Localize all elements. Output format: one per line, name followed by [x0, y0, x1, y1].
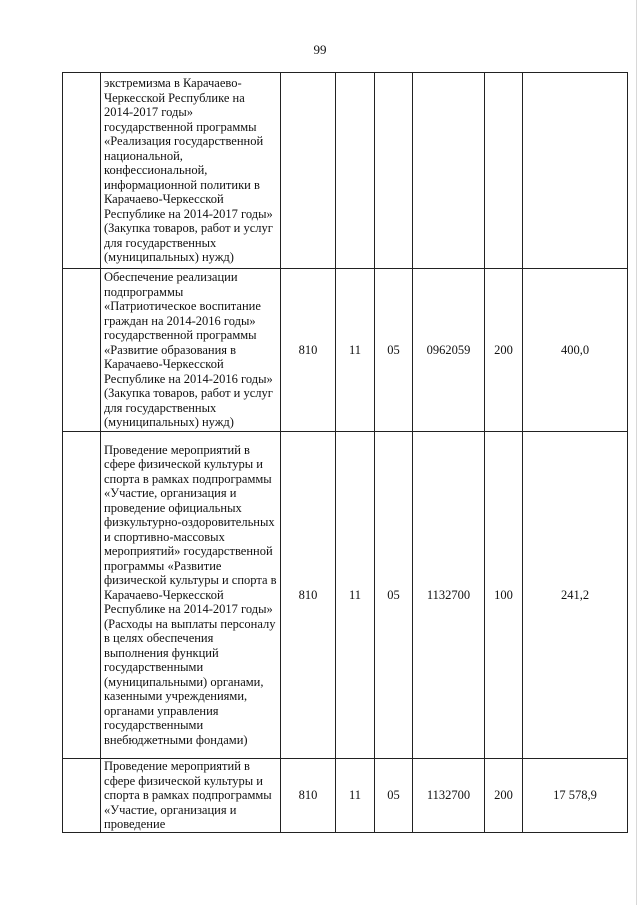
- ministry-cell: 810: [281, 432, 336, 759]
- expense-type-cell: 200: [485, 759, 523, 833]
- description-cell: Проведение мероприятий в сфере физической культуры и спорта в рамках подпрограммы «Участие, организация и проведение официальных физкультурно-оздоровительных и спортивно-массовых мероприятий» государственной программы «Развитие физической культуры и спорта в Карачаево-Черкесской Республике на 2014-2017 годы» (Расходы на выплаты персоналу в целях обеспечения выполнения функций государственными (муниципальными) органами, казенными учреждениями, органами управления государственными внебюджетными фондами): [101, 432, 281, 759]
- table-row: [63, 432, 628, 759]
- ministry-cell: 810: [281, 759, 336, 833]
- table-row: [63, 269, 628, 432]
- section-cell: [336, 73, 375, 269]
- description-cell: экстремизма в Карачаево-Черкесской Республике на 2014-2017 годы» государственной программы «Реализация государственной национальной, конфессиональной, информационной политики в Карачаево-Черкесской Республике на 2014-2017 годы» (Закупка товаров, работ и услуг для государственных (муниципальных) нужд): [101, 73, 281, 269]
- row-number-cell: [63, 269, 101, 432]
- expense-type-cell: [485, 73, 523, 269]
- description-cell: Обеспечение реализации подпрограммы «Патриотическое воспитание граждан на 2014-2016 годы» государственной программы «Развитие образования в Карачаево-Черкесской Республике на 2014-2016 годы» (Закупка товаров, работ и услуг для государственных (муниципальных) нужд): [101, 269, 281, 432]
- section-cell: 11: [336, 269, 375, 432]
- target-article-cell: 0962059: [413, 269, 485, 432]
- description-cell: Проведение мероприятий в сфере физической культуры и спорта в рамках подпрограммы «Участие, организация и проведение: [101, 759, 281, 833]
- subsection-cell: 05: [375, 432, 413, 759]
- expense-type-cell: 100: [485, 432, 523, 759]
- table-row: [63, 759, 628, 833]
- ministry-cell: [281, 73, 336, 269]
- scan-edge-line: [636, 0, 637, 905]
- row-number-cell: [63, 432, 101, 759]
- row-number-cell: [63, 73, 101, 269]
- subsection-cell: 05: [375, 269, 413, 432]
- section-cell: 11: [336, 759, 375, 833]
- expense-type-cell: 200: [485, 269, 523, 432]
- amount-cell: 400,0: [523, 269, 628, 432]
- table-row: [63, 73, 628, 269]
- subsection-cell: 05: [375, 759, 413, 833]
- section-cell: 11: [336, 432, 375, 759]
- amount-cell: [523, 73, 628, 269]
- ministry-cell: 810: [281, 269, 336, 432]
- amount-cell: 17 578,9: [523, 759, 628, 833]
- subsection-cell: [375, 73, 413, 269]
- target-article-cell: 1132700: [413, 759, 485, 833]
- page-number: 99: [313, 42, 327, 57]
- target-article-cell: 1132700: [413, 432, 485, 759]
- budget-table: [62, 72, 628, 833]
- target-article-cell: [413, 73, 485, 269]
- row-number-cell: [63, 759, 101, 833]
- amount-cell: 241,2: [523, 432, 628, 759]
